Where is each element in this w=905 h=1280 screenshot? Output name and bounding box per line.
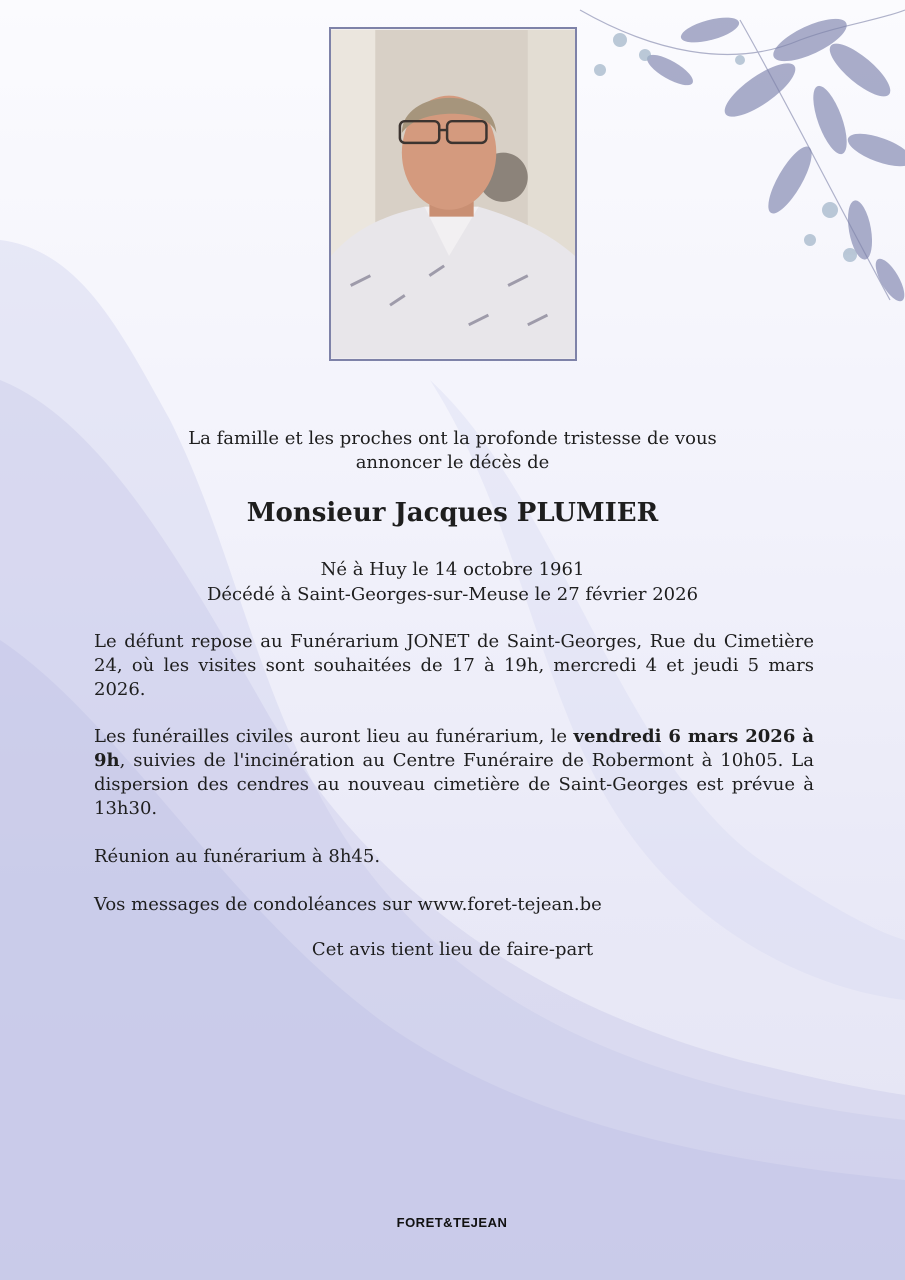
deceased-name: Monsieur Jacques PLUMIER [246,498,659,528]
portrait-photo [329,27,577,361]
birth-info: Né à Huy le 14 octobre 1961 [320,559,585,580]
portrait-icon [331,29,575,359]
visitation-paragraph: Le défunt repose au Funérarium JONET de Saint-Georges, Rue du Cimetière 24, où les visites sont souhaitées de 17 à 19h, mercredi 4 et jeudi 5 mars 2026. [94,631,814,700]
death-info: Décédé à Saint-Georges-sur-Meuse le 27 février 2026 [206,584,699,605]
condolences-paragraph: Vos messages de condoléances sur www.foret-tejean.be [94,894,602,915]
funeral-date-bold: vendredi 6 mars 2026 à 9h [94,726,815,771]
funeral-home-logo: FORET&TEJEAN [396,1215,508,1230]
funeral-text-start: Les funérailles civiles auront lieu au funérarium, le [94,726,574,747]
announcement-intro [150,427,755,475]
funeral-text-end: , suivies de l'incinération au Centre Funéraire de Robermont à 10h05. La dispersion des cendres au nouveau cimetière de Saint-Georges est prévue à 13h30. [94,750,814,819]
funeral-paragraph [94,725,814,821]
life-dates [100,557,805,607]
intro-line-2: annoncer le décès de [355,452,550,473]
closing-note: Cet avis tient lieu de faire-part [311,939,594,960]
intro-line-1: La famille et les proches ont la profonde tristesse de vous [188,428,717,449]
meeting-paragraph: Réunion au funérarium à 8h45. [94,846,381,867]
eucalyptus-leaves-icon [560,0,905,320]
